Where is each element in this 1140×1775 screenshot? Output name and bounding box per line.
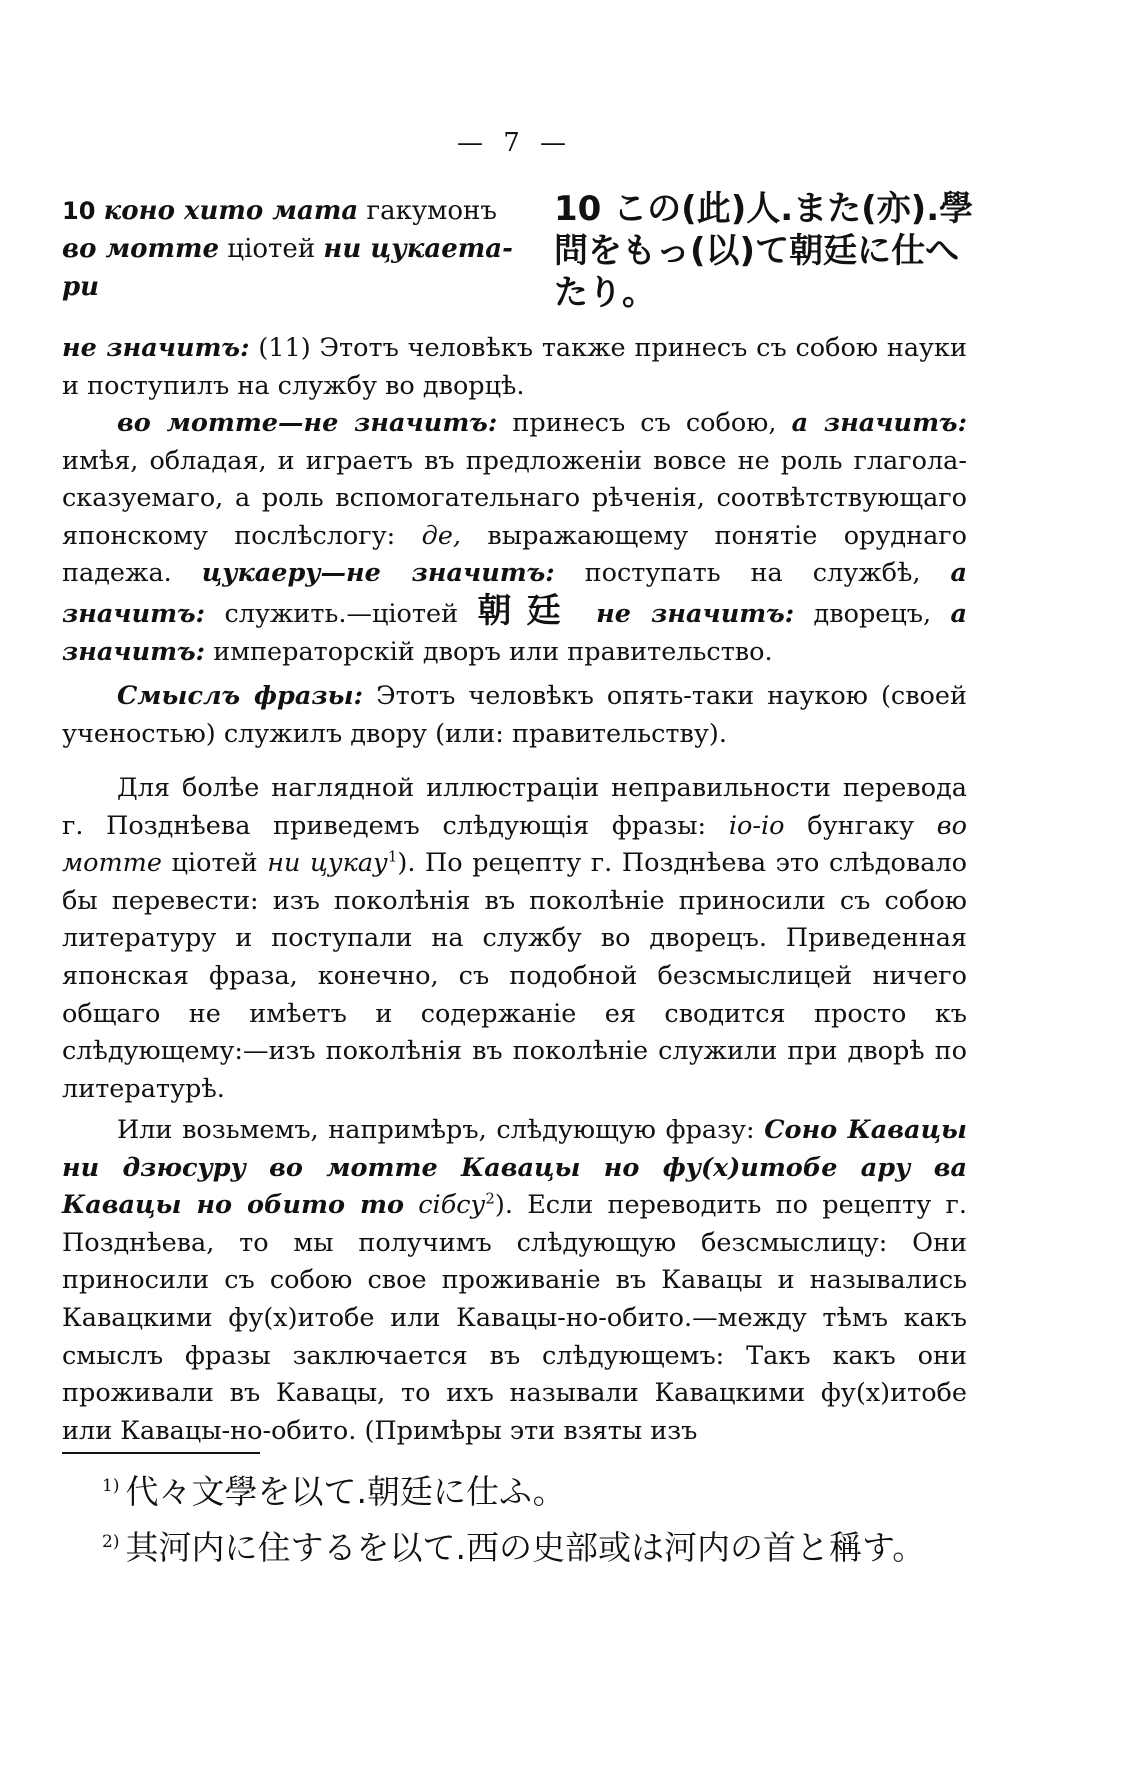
paragraph-illustration: Для болѣе наглядной иллюстраціи неправильности перевода г. Позднѣева приведемъ слѣдующія фразы: іо-іо бунгаку во мотте ціотей ни цукау$^1$). По рецепту г. Позднѣева это слѣдовало бы перевести: изъ поколѣнія въ поколѣніе приносили съ собою литературу и поступали на службу во дворецъ. Приведенная японская фраза, конечно, съ подобной безсмыслицей ничего общаго не имѣетъ и содержаніе ея сводится просто къ слѣдующему:—изъ поколѣнія въ поколѣніе служили при дворѣ по литературѣ.: [62, 773, 968, 1104]
page-number: — 7 —: [456, 128, 573, 158]
footnote-ref-1: 1: [387, 847, 398, 866]
footnote-1: $^{1)}$ 代々文學を以て.朝廷に仕ふ。: [102, 1472, 566, 1511]
footnote-ref-2: 2: [485, 1189, 495, 1208]
kanji-chotei: 朝廷: [477, 590, 576, 631]
example-block: [62, 189, 974, 322]
paragraph-meaning: Смыслъ фразы: Этотъ человѣкъ опять-таки наукою (своей ученостью) служилъ двору (или: правительству).: [62, 681, 967, 749]
document-page: [62, 0, 974, 1775]
paragraph-second-example: Или возьмемъ, напримѣръ, слѣдующую фразу: Соно Кавацы ни дзюсуру во мотте Кавацы но фу(х)итобе ару ва Кавацы но обито то сібсу$^2$). Если переводить по рецепту г. Позднѣева, то мы получимъ слѣдующую безсмыслицу: Они приносили съ собою свое проживаніе въ Кавацы и назывались Кавацкими фу(х)итобе или Кавацы-но-обито.—между тѣмъ какъ смыслъ фразы заключается въ слѣдующемъ: Такъ какъ они проживали въ Кавацы, то ихъ называли Кавацкими фу(х)итобе или Кавацы-но-обито. (Примѣры эти взяты изъ: [62, 1115, 967, 1446]
paragraph-commentary: во мотте—не значитъ: принесъ съ собою, а значитъ: имѣя, обладая, и играетъ въ предложеніи вовсе не роль глагола-сказуемаго, а роль вспомогательнаго рѣченія, соотвѣтствующаго японскому послѣслогу: де, выражающему понятіе оруднаго падежа. цукаеру—не значитъ: поступать на службѣ, а значитъ: служить.—ціотей 朝廷 не значитъ: дворецъ, а значитъ: императорскій дворъ или правительство.: [62, 408, 968, 667]
example-number: 10: [62, 197, 96, 225]
example-japanese: 10 この(此)人.また(亦).學問をもっ(以)て朝廷に仕へたり。: [554, 189, 974, 313]
paragraph-translation: не значитъ: (11) Этотъ человѣкъ также принесъ съ собою науки и поступилъ на службу во дворцѣ.: [62, 333, 967, 401]
example-transliteration: 10 коно хито мата гакумонъ во мотте ціотей ни цукаета-ри: [62, 196, 513, 302]
footnote-divider: [62, 1452, 260, 1454]
footnote-2: $^{2)}$ 其河内に住するを以て.西の史部或は河内の首と稱す。: [102, 1528, 926, 1567]
